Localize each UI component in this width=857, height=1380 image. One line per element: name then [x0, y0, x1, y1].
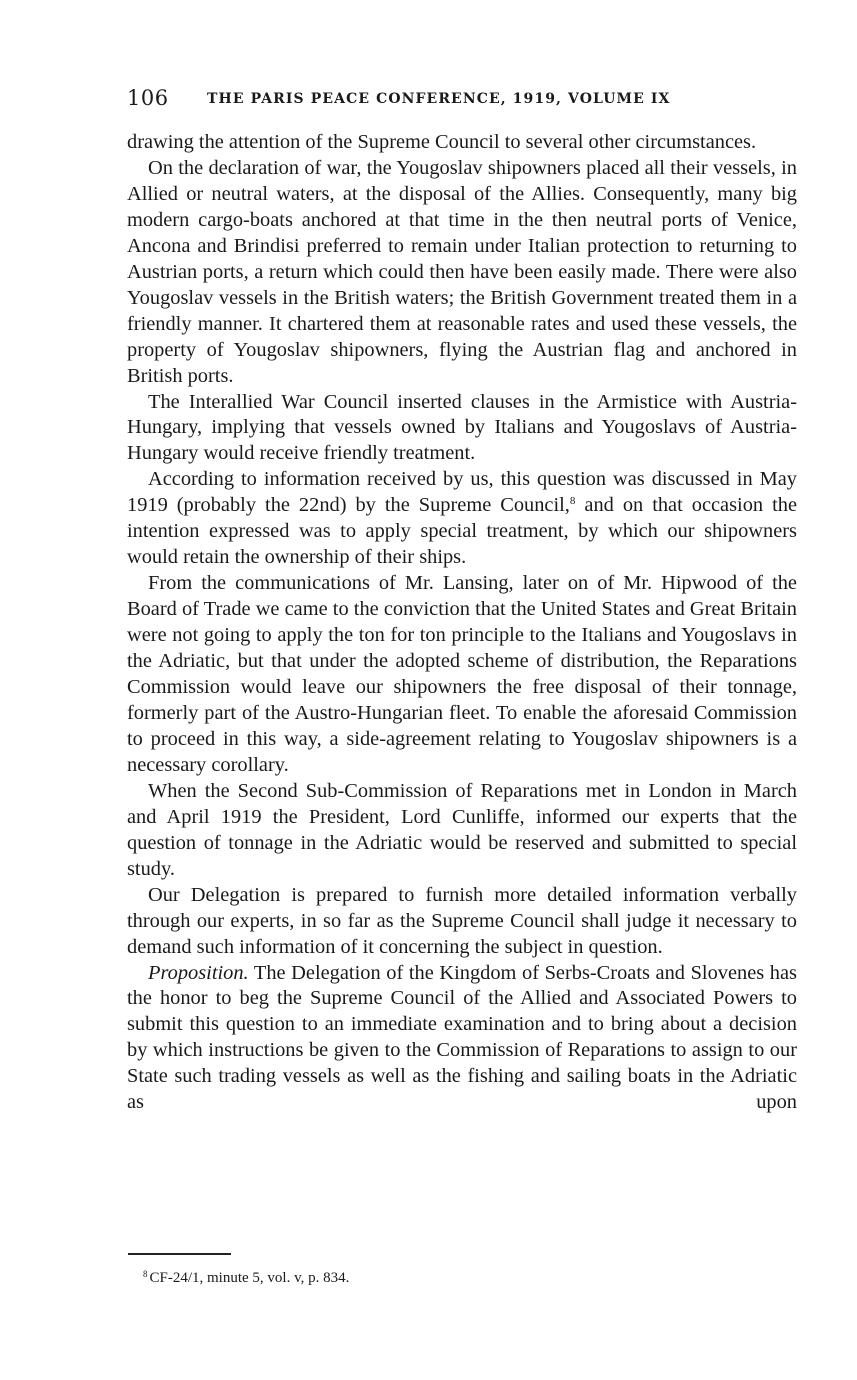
paragraph-text: and on that occasion the intention expressed was to apply special treatment, by which our shipowners would retain the ownership of their ships. [127, 494, 797, 569]
footnote-reference: 8 [569, 495, 576, 508]
body-text [127, 130, 797, 1116]
page-number: 106 [127, 86, 169, 110]
paragraph: The Interallied War Council inserted clauses in the Armistice with Austria-Hungary, implying that vessels owned by Italians and Yougoslavs of Austria-Hungary would receive friendly treatment. [127, 390, 797, 465]
footnote-text: CF-24/1, minute 5, vol. v, p. 834. [149, 1270, 350, 1286]
paragraph: When the Second Sub-Commission of Reparations met in London in March and April 1919 the President, Lord Cunliffe, informed our experts that the question of tonnage in the Adriatic would be reserved and submitted to special study. [127, 779, 797, 880]
paragraph [127, 961, 797, 1117]
footnote-marker: 8 [143, 1269, 148, 1279]
footnote-divider [128, 1253, 231, 1255]
paragraph: drawing the attention of the Supreme Council to several other circumstances. [127, 131, 757, 153]
paragraph: On the declaration of war, the Yougoslav shipowners placed all their vessels, in Allied or neutral waters, at the disposal of the Allies. Consequently, many big modern cargo-boats anchored at that time in the then neutral ports of Venice, Ancona and Brindisi preferred to remain under Italian protection to returning to Austrian ports, a return which could then have been easily made. There were also Yougoslav vessels in the British waters; the British Government treated them in a friendly manner. It chartered them at reasonable rates and used these vessels, the property of Yougoslav shipowners, flying the Austrian flag and anchored in British ports. [127, 156, 797, 387]
paragraph-text: The Delegation of the Kingdom of Serbs-Croats and Slovenes has the honor to beg the Supreme Council of the Allied and Associated Powers to submit this question to an immediate examination and to bring about a decision by which instructions be given to the Commission of Reparations to assign to our State such trading vessels as well as the fishing and sailing boats in the Adriatic as upon [127, 961, 797, 1114]
proposition-lead-in: Proposition. [148, 961, 249, 984]
page-header [127, 86, 827, 116]
paragraph [127, 467, 797, 571]
paragraph-text: According to information received by us, this question was discussed in May 1919 (probably the 22nd) by the Supreme Council, [127, 468, 797, 517]
running-head: THE PARIS PEACE CONFERENCE, 1919, VOLUME IX [207, 91, 671, 107]
paragraph: From the communications of Mr. Lansing, later on of Mr. Hipwood of the Board of Trade we came to the conviction that the United States and Great Britain were not going to apply the ton for ton principle to the Italians and Yougoslavs in the Adriatic, but that under the adopted scheme of distribution, the Reparations Commission would leave our shipowners the free disposal of their tonnage, formerly part of the Austro-Hungarian fleet. To enable the aforesaid Commission to proceed in this way, a side-agreement relating to Yougoslav shipowners is a necessary corollary. [127, 572, 797, 776]
footnote [143, 1269, 349, 1287]
paragraph: Our Delegation is prepared to furnish more detailed information verbally through our experts, in so far as the Supreme Council shall judge it necessary to demand such information of it concerning the subject in question. [127, 883, 797, 958]
